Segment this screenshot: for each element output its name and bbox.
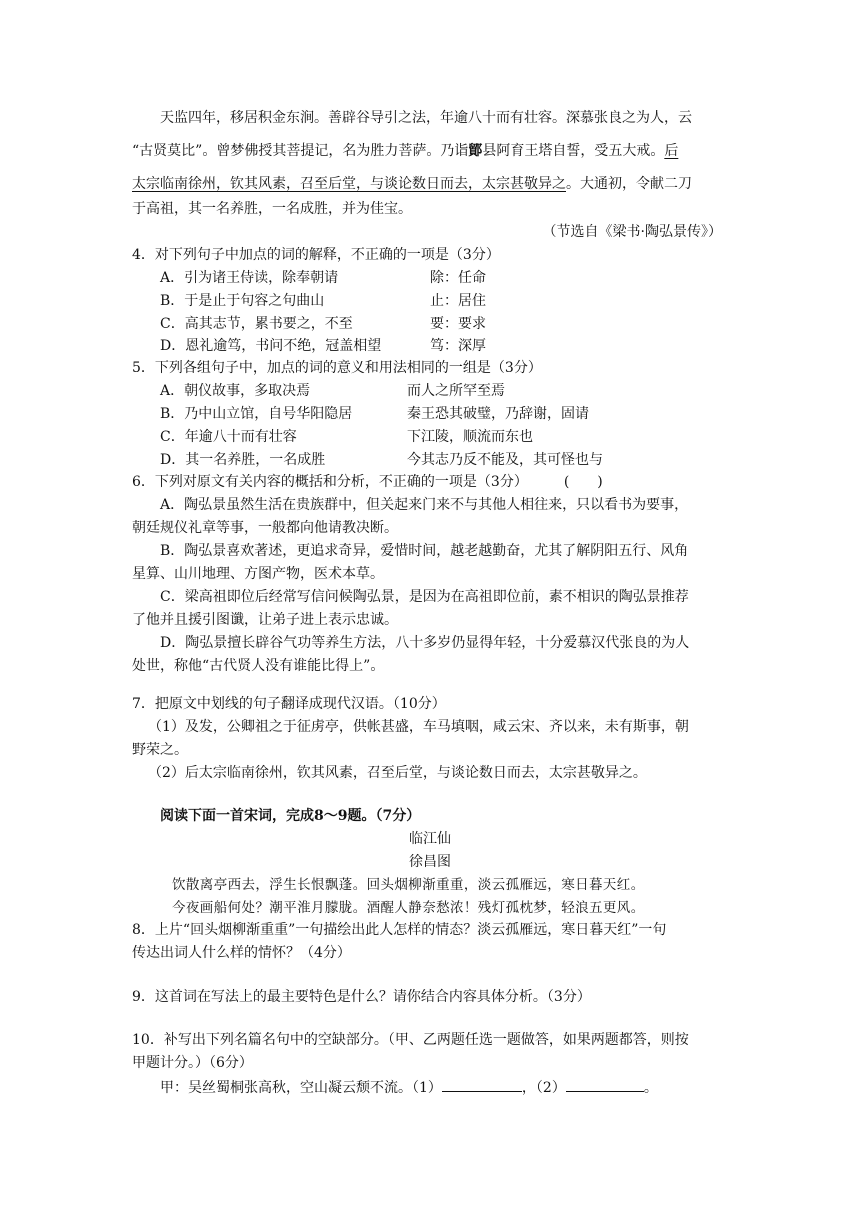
option-text: B．于是止于句容之句曲山 [160, 293, 325, 309]
option-pair: 秦王恐其破璧，乃辞谢，固请 [407, 406, 589, 422]
poem-author: 徐昌图 [409, 854, 451, 870]
q6-option-d: D．陶弘景擅长辟谷气功等养生方法，八十多岁仍显得年轻，十分爱慕汉代张良的为人 [160, 635, 690, 651]
answer-blank-2[interactable] [566, 1077, 644, 1092]
option-pair: 下江陵，顺流而东也 [407, 429, 533, 445]
underlined-sentence: 后 [664, 143, 679, 159]
question-8-stem-cont: 传达出词人什么样的情怀？（4分） [132, 945, 351, 961]
option-text: A．引为诸王侍读，除奉朝请 [160, 270, 339, 286]
q5-option-a [160, 381, 760, 401]
q4-option-d [160, 336, 760, 356]
passage-line [132, 174, 732, 194]
poem-section-heading: 阅读下面一首宋词，完成8～9题。（7分） [160, 808, 421, 824]
option-gloss: 除：任命 [430, 270, 486, 286]
line-end: 。 [643, 1080, 658, 1096]
option-text: C．年逾八十而有壮容 [160, 429, 297, 445]
q5-option-d [160, 450, 760, 470]
option-gloss: 笃：深厚 [430, 338, 486, 354]
jia-text: 甲：吴丝蜀桐张高秋，空山凝云颓不流。（1） [160, 1080, 442, 1096]
question-4-stem: 4．对下列句子中加点的词的解释，不正确的一项是（3分） [132, 247, 500, 263]
option-text: B．乃中山立馆，自号华阳隐居 [160, 406, 353, 422]
option-gloss: 止：居住 [430, 293, 486, 309]
passage-rare-char: 鄮 [468, 143, 483, 159]
passage-line: 于高祖，其一名养胜，一名成胜，并为佳宝。 [132, 201, 412, 217]
passage-line [132, 141, 732, 161]
question-6-stem [132, 472, 732, 492]
option-text: C．高其志节，累书要之，不至 [160, 316, 353, 332]
question-10-stem-cont: 甲题计分。）（6分） [132, 1055, 253, 1071]
question-8-stem: 8．上片“回头烟柳渐重重”一句描绘出此人怎样的情态？淡云孤雁远，寒日暮天红”一句 [132, 922, 667, 938]
q4-option-b [160, 291, 760, 311]
q4-option-a [160, 268, 760, 288]
q10-jia-line [160, 1077, 732, 1098]
q6-option-a: A．陶弘景虽然生活在贵族群中，但关起来门来不与其他人相往来，只以看书为要事， [160, 497, 689, 513]
poem-line-1: 饮散离亭西去，浮生长恨飘蓬。回头烟柳渐重重，淡云孤雁远，寒日暮天红。 [172, 877, 645, 893]
q4-option-c [160, 314, 760, 334]
q6-option-a-cont: 朝廷规仪礼章等事，一般都向他请教决断。 [132, 520, 398, 536]
option-text: D．恩礼逾笃，书问不绝，冠盖相望 [160, 338, 382, 354]
q6-option-c-cont: 了他并且援引图谶，让弟子进上表示忠诚。 [132, 612, 398, 628]
poem-title: 临江仙 [409, 831, 451, 847]
passage-text: “古贤莫比”。曾梦佛授其菩提记，名为胜力菩萨。乃诣 [132, 143, 469, 159]
q6-option-b: B．陶弘景喜欢著述，更追求奇异，爱惜时间，越老越勤奋，尤其了解阴阳五行、风角 [160, 543, 689, 559]
underlined-sentence: 太宗临南徐州，钦其风素，召至后堂，与谈论数日而去，太宗甚敬异之 [132, 176, 566, 192]
question-5-stem: 5．下列各组句子中，加点的词的意义和用法相同的一组是（3分） [132, 360, 542, 376]
question-10-stem: 10．补写出下列名篇名句中的空缺部分。（甲、乙两题任选一题做答，如果两题都答，则按 [132, 1032, 689, 1048]
answer-blank-1[interactable] [442, 1077, 522, 1092]
option-pair: 而人之所罕至焉 [407, 383, 505, 399]
question-9-stem: 9．这首词在写法上的最主要特色是什么？请你结合内容具体分析。（3分） [132, 989, 591, 1005]
q7-sentence-1: （1）及发，公卿祖之于征虏亭，供帐甚盛，车马填咽，咸云宋、齐以来，未有斯事，朝 [148, 719, 689, 735]
q7-sentence-2: （2）后太宗临南徐州，钦其风素，召至后堂，与谈论数日而去，太宗甚敬异之。 [148, 765, 647, 781]
option-gloss: 要：要求 [430, 316, 486, 332]
q6-option-d-cont: 处世，称他“古代贤人没有谁能比得上”。 [132, 658, 385, 674]
q5-option-b [160, 404, 760, 424]
option-text: A．朝仪故事，多取决焉 [160, 383, 311, 399]
q7-sentence-1-cont: 野荣之。 [132, 742, 188, 758]
blank-separator: ，（2） [521, 1080, 566, 1096]
option-pair: 今其志乃反不能及，其可怪也与 [407, 452, 603, 468]
q6-option-c: C．梁高祖即位后经常写信问候陶弘景，是因为在高祖即位前，素不相识的陶弘景推荐 [160, 589, 689, 605]
question-7-stem: 7．把原文中划线的句子翻译成现代汉语。（10分） [132, 696, 446, 712]
q5-option-c [160, 427, 760, 447]
option-text: D．其一名养胜，一名成胜 [160, 452, 326, 468]
passage-text: 县阿育王塔自誓，受五大戒。 [482, 143, 665, 159]
passage-line: 天监四年，移居积金东涧。善辟谷导引之法，年逾八十而有壮容。深慕张良之为人，云 [160, 110, 692, 126]
passage-source: （节选自《梁书·陶弘景传》） [542, 224, 722, 240]
passage-text: 。大通初，令献二刀 [566, 176, 692, 192]
answer-paren: ( ) [563, 474, 603, 490]
q6-option-b-cont: 星算、山川地理、方图产物，医术本草。 [132, 566, 384, 582]
poem-line-2: 今夜画船何处？潮平淮月朦胧。酒醒人静奈愁浓！残灯孤枕梦，轻浪五更风。 [172, 900, 645, 916]
stem-text: 6．下列对原文有关内容的概括和分析，不正确的一项是（3分） [132, 474, 528, 490]
